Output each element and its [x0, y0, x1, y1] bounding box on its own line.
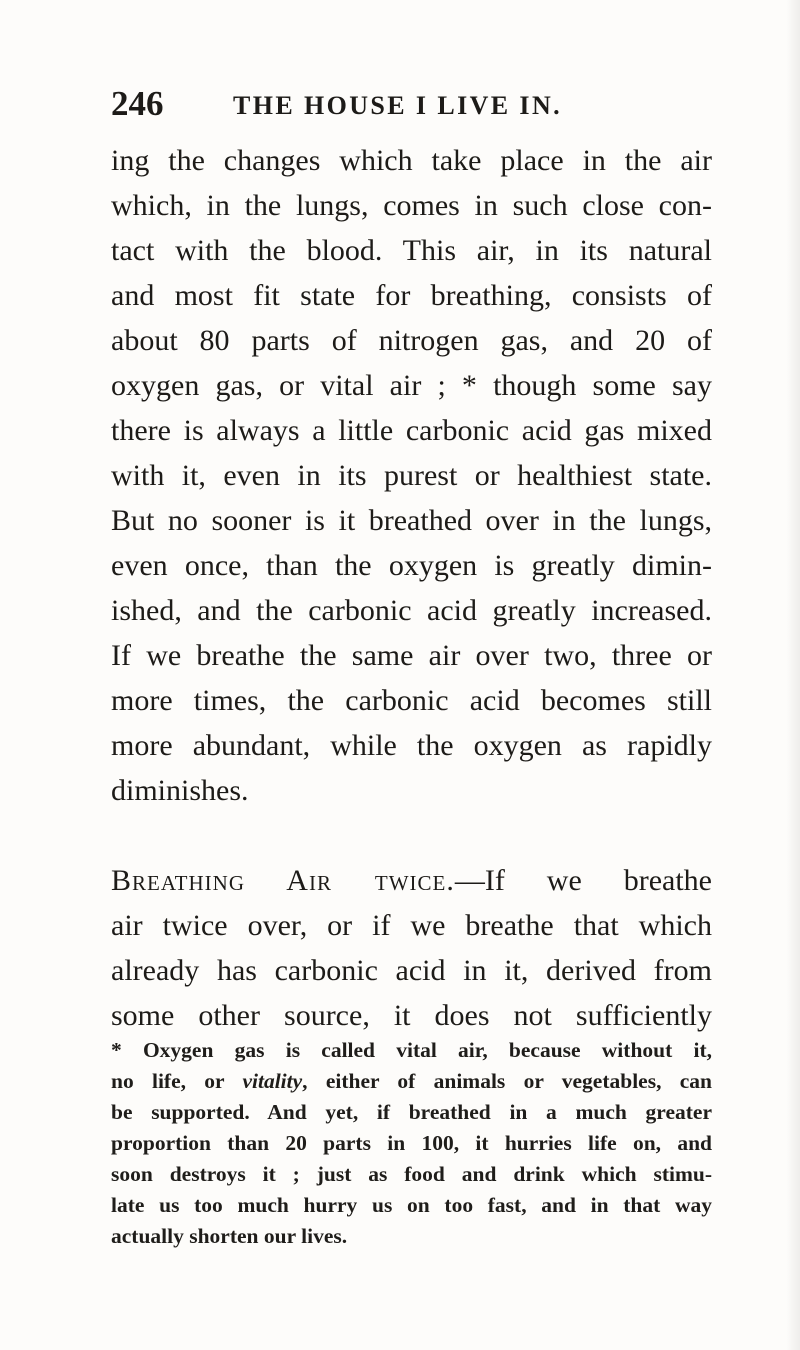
page-header — [111, 84, 711, 128]
footnote-line: be supported. And yet, if breathed in a much greater — [111, 1100, 712, 1124]
footnote — [111, 1035, 712, 1252]
footnote-line: actually shorten our lives. — [111, 1224, 348, 1248]
body-line: ished, and the carbonic acid greatly increased. — [111, 594, 712, 627]
footnote-italic-word: vitality — [242, 1069, 303, 1093]
body-line: diminishes. — [111, 774, 249, 807]
section-heading: Breathing Air twice. — [111, 864, 455, 897]
body-line: But no sooner is it breathed over in the lungs, — [111, 504, 712, 537]
body-line: tact with the blood. This air, in its natural — [111, 234, 712, 267]
body-line: which, in the lungs, comes in such close con- — [111, 189, 712, 222]
body-line: If we breathe the same air over two, three or — [111, 639, 712, 672]
running-title: THE HOUSE I LIVE IN. — [233, 91, 563, 120]
body-line: about 80 parts of nitrogen gas, and 20 of — [111, 324, 712, 357]
section-line-continuation: —If we breathe — [454, 864, 712, 897]
body-line: even once, than the oxygen is greatly dimin- — [111, 549, 712, 582]
page-number: 246 — [111, 84, 164, 123]
page-edge-shadow — [786, 0, 800, 1350]
footnote-line: late us too much hurry us on too fast, and in that way — [111, 1193, 712, 1217]
footnote-line: * Oxygen gas is called vital air, because without it, — [111, 1038, 712, 1062]
footnote-line: soon destroys it ; just as food and drink which stimu- — [111, 1162, 712, 1186]
body-line: more times, the carbonic acid becomes still — [111, 684, 712, 717]
footnote-line: proportion than 20 parts in 100, it hurries life on, and — [111, 1131, 712, 1155]
body-line: and most fit state for breathing, consists of — [111, 279, 712, 312]
body-line: more abundant, while the oxygen as rapidly — [111, 729, 712, 762]
footnote-text: no life, or — [111, 1069, 243, 1093]
body-line: already has carbonic acid in it, derived from — [111, 954, 712, 987]
body-line: oxygen gas, or vital air ; * though some say — [111, 369, 712, 402]
body-line: there is always a little carbonic acid gas mixed — [111, 414, 712, 447]
body-line: air twice over, or if we breathe that which — [111, 909, 712, 942]
body-line: ing the changes which take place in the air — [111, 144, 712, 177]
footnote-line — [111, 1066, 712, 1097]
section-first-line — [111, 858, 712, 903]
paragraph-gap — [111, 813, 712, 858]
footnote-text: , either of animals or vegetables, can — [302, 1069, 712, 1093]
body-line: with it, even in its purest or healthiest state. — [111, 459, 712, 492]
body-line: some other source, it does not sufficiently — [111, 999, 712, 1032]
body-text — [111, 138, 712, 1038]
